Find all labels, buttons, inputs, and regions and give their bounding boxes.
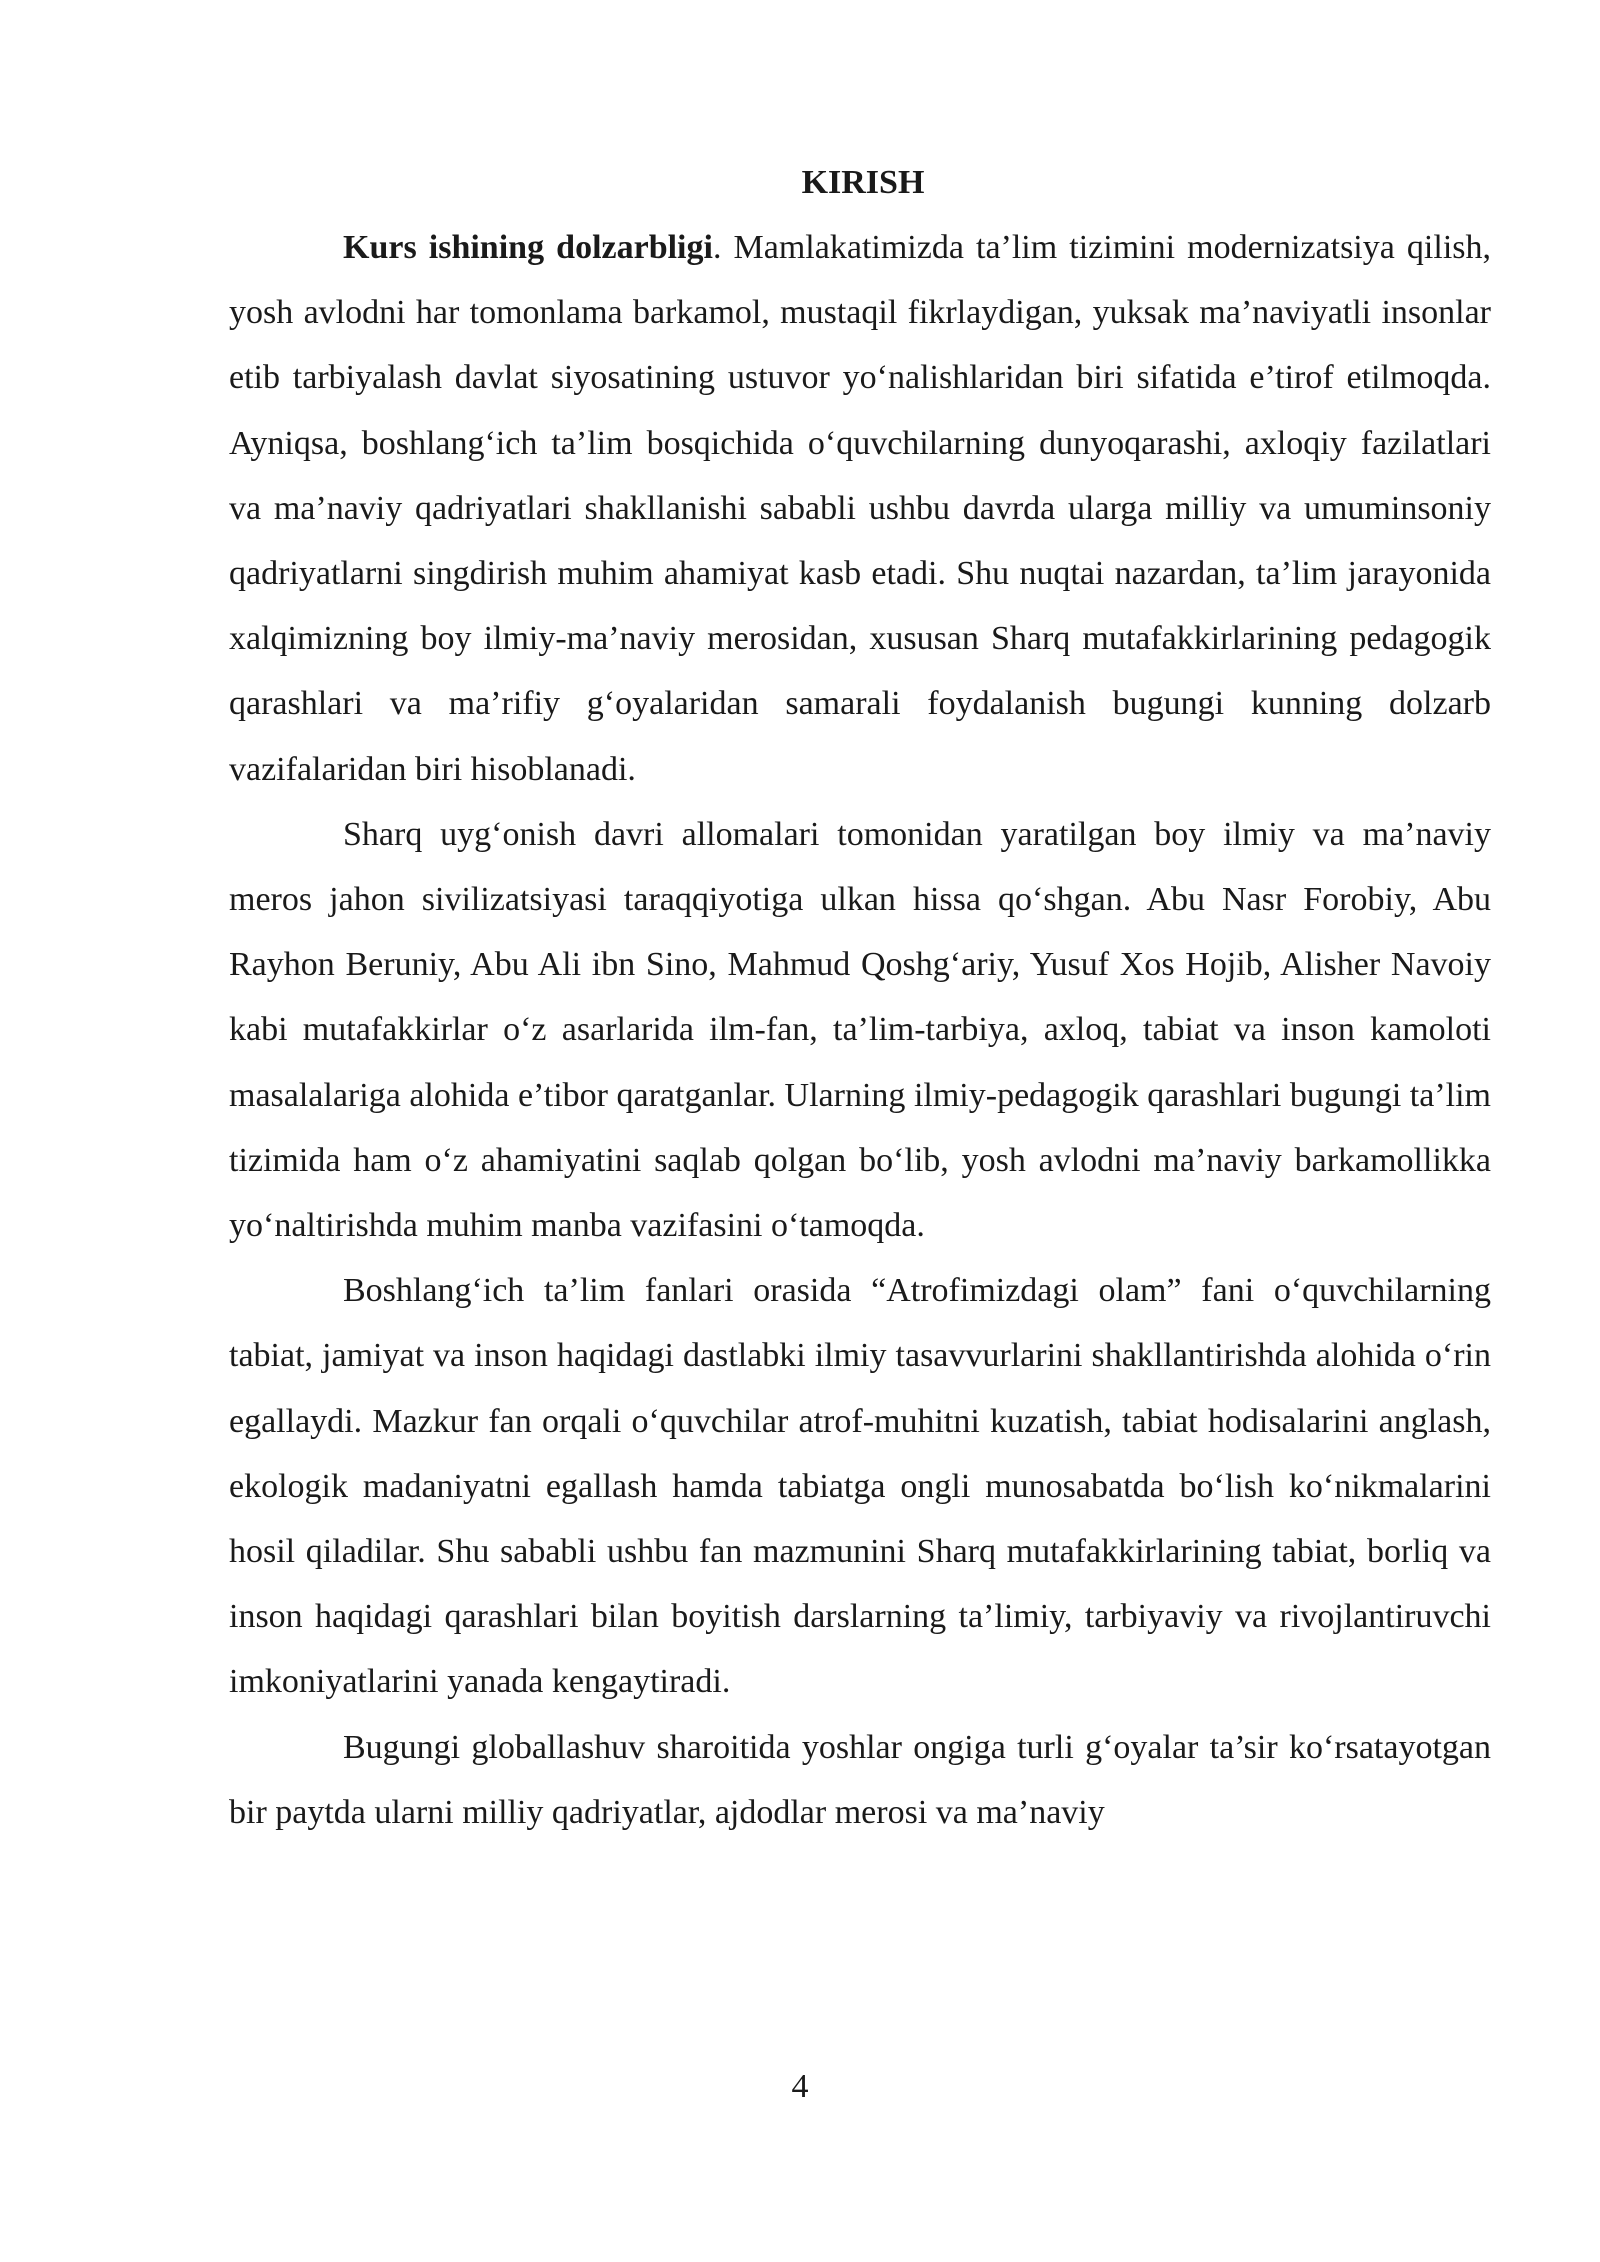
paragraph-4: Bugungi globallashuv sharoitida yoshlar ongiga turli g‘oyalar ta’sir ko‘rsatayotgan bir paytda ularni milliy qadriyatlar, ajdodlar merosi va ma’naviy [229,1728,1491,1831]
paragraph-1 [229,215,1491,802]
paragraph-2: Sharq uyg‘onish davri allomalari tomonidan yaratilgan boy ilmiy va ma’naviy meros jahon sivilizatsiyasi taraqqiyotiga ulkan hissa qo‘shgan. Abu Nasr Forobiy, Abu Rayhon Beruniy, Abu Ali ibn Sino, Mahmud Qoshg‘ariy, Yusuf Xos Hojib, Alisher Navoiy kabi mutafakkirlar o‘z asarlarida ilm-fan, ta’lim-tarbiya, axloq, tabiat va inson kamoloti masalalariga alohida e’tibor qaratganlar. Ularning ilmiy-pedagogik qarashlari bugungi ta’lim tizimida ham o‘z ahamiyatini saqlab qolgan bo‘lib, yosh avlodni ma’naviy barkamollikka yo‘naltirishda muhim manba vazifasini o‘tamoqda. [229,815,1491,1245]
section-heading: KIRISH [801,164,925,201]
paragraph-3: Boshlang‘ich ta’lim fanlari orasida “Atrofimizdagi olam” fani o‘quvchilarning tabiat, jamiyat va inson haqidagi dastlabki ilmiy tasavvurlarini shakllantirishda alohida o‘rin egallaydi. Mazkur fan orqali o‘quvchilar atrof-muhitni kuzatish, tabiat hodisalarini anglash, ekologik madaniyatni egallash hamda tabiatga ongli munosabatda bo‘lish ko‘nikmalarini hosil qiladilar. Shu sababli ushbu fan mazmunini Sharq mutafakkirlarining tabiat, borliq va inson haqidagi qarashlari bilan boyitish darslarning ta’limiy, tarbiyaviy va rivojlantiruvchi imkoniyatlarini yanada kengaytiradi. [229,1272,1491,1701]
paragraph-text: . Mamlakatimizda ta’lim tizimini modernizatsiya qilish, yosh avlodni har tomonlama barkamol, mustaqil fikrlaydigan, yuksak ma’naviyatli insonlar etib tarbiyalash davlat siyosatining ustuvor yo‘nalishlaridan biri sifatida e’tirof etilmoqda. Ayniqsa, boshlang‘ich ta’lim bosqichida o‘quvchilarning dunyoqarashi, axloqiy fazilatlari va ma’naviy qadriyatlari shakllanishi sababli ushbu davrda ularga milliy va umuminsoniy qadriyatlarni singdirish muhim ahamiyat kasb etadi. Shu nuqtai nazardan, ta’lim jarayonida xalqimizning boy ilmiy-ma’naviy merosidan, xususan Sharq mutafakkirlarining pedagogik qarashlari va ma’rifiy g‘oyalaridan samarali foydalanish bugungi kunning dolzarb vazifalaridan biri hisoblanadi. [229,229,1492,788]
page-content [229,150,1491,1845]
page-number: 4 [791,2068,809,2105]
paragraph-lead-bold: Kurs ishining dolzarbligi [343,229,713,266]
